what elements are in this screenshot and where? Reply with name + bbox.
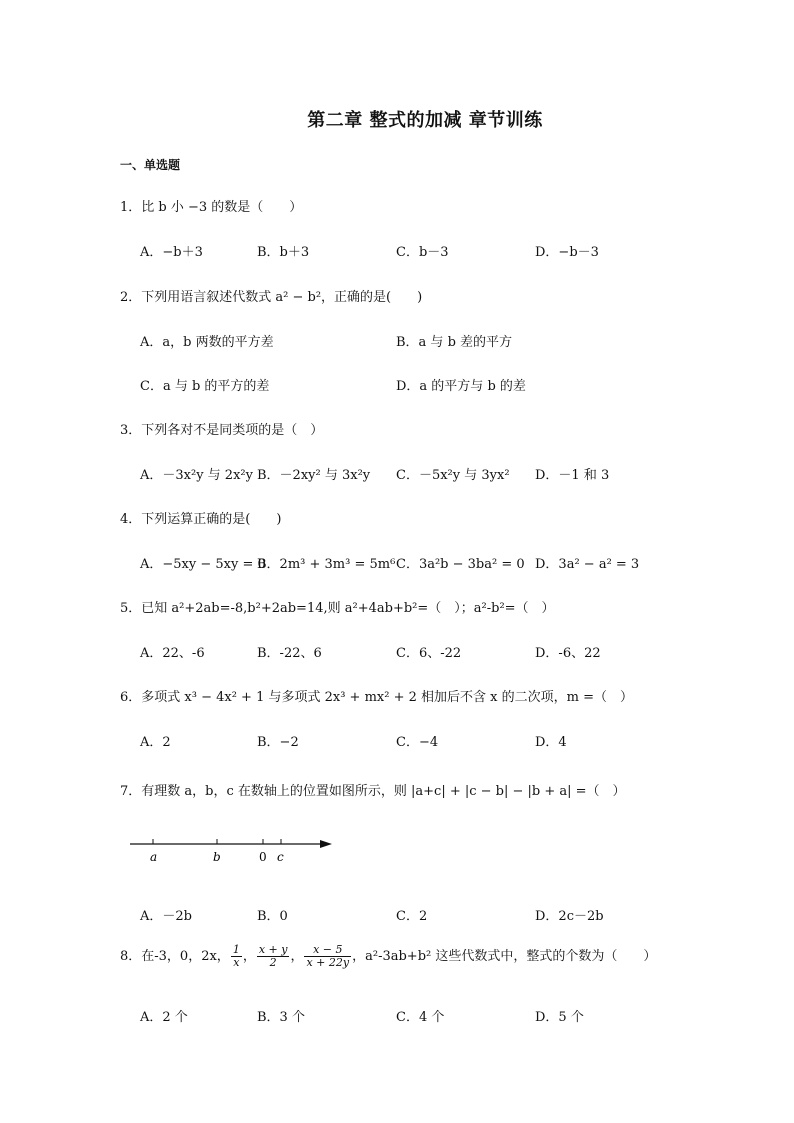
question-5-stem: 5．已知 a²+2ab=-8,b²+2ab=14,则 a²+4ab+b²=（ ）；a²-b²=（ ）	[120, 601, 555, 616]
fraction-x-plus-y-over-2	[257, 944, 290, 969]
q4-option-d[interactable]: D．3a² − a² = 3	[535, 557, 640, 572]
q8-stem-suffix: ，a²-3ab+b² 这些代数式中，整式的个数为（ ）	[352, 949, 657, 965]
q8-separator-2: ，	[290, 949, 304, 965]
q5-option-a[interactable]: A．22、-6	[140, 646, 205, 661]
q5-option-c[interactable]: C．6、-22	[396, 646, 462, 661]
q3-option-d[interactable]: D．－1 和 3	[535, 468, 610, 483]
question-6-stem: 6．多项式 x³ − 4x² + 1 与多项式 2x³ + mx² + 2 相加后不含 x 的二次项，m =（ ）	[120, 690, 633, 705]
label-a: a	[150, 850, 158, 864]
q4-option-a[interactable]: A．−5xy − 5xy = 0	[140, 557, 266, 572]
q8-option-d[interactable]: D．5 个	[535, 1010, 584, 1025]
q2-option-d[interactable]: D．a 的平方与 b 的差	[396, 379, 526, 394]
fraction-1-numerator: 1	[232, 943, 240, 956]
q4-option-b[interactable]: B．2m³ + 3m³ = 5m⁶	[257, 557, 396, 572]
label-0: 0	[259, 850, 267, 864]
q2-option-c[interactable]: C．a 与 b 的平方的差	[140, 379, 270, 394]
q8-option-c[interactable]: C．4 个	[396, 1010, 445, 1025]
q2-option-a[interactable]: A．a，b 两数的平方差	[140, 335, 274, 350]
q8-stem-prefix: 8．在-3，0，2x，	[120, 949, 230, 965]
q8-separator-1: ，	[242, 949, 256, 965]
q5-option-d[interactable]: D．-6、22	[535, 646, 601, 661]
question-4-stem: 4．下列运算正确的是( )	[120, 512, 282, 527]
question-7-stem: 7．有理数 a，b，c 在数轴上的位置如图所示，则 |a+c| + |c − b| − |b + a| =（ ）	[120, 784, 626, 799]
q5-option-b[interactable]: B．-22、6	[257, 646, 322, 661]
question-3-stem: 3．下列各对不是同类项的是（ ）	[120, 423, 324, 438]
fraction-3-numerator: x − 5	[304, 944, 351, 957]
q7-option-d[interactable]: D．2c－2b	[535, 909, 604, 924]
q6-option-a[interactable]: A．2	[140, 735, 171, 750]
number-line-figure	[128, 832, 338, 868]
q2-option-b[interactable]: B．a 与 b 差的平方	[396, 335, 513, 350]
question-1-stem: 1．比 b 小 −3 的数是（ ）	[120, 200, 303, 215]
q1-option-b[interactable]: B．b＋3	[257, 245, 310, 260]
label-b: b	[213, 850, 221, 864]
q7-option-b[interactable]: B．0	[257, 909, 288, 924]
fraction-x-minus-5-over-x-plus-22y	[304, 944, 351, 969]
question-8-stem	[120, 944, 656, 969]
q4-option-c[interactable]: C．3a²b − 3ba² = 0	[396, 557, 525, 572]
q3-option-c[interactable]: C．－5x²y 与 3yx²	[396, 468, 510, 483]
q7-option-c[interactable]: C．2	[396, 909, 428, 924]
q6-option-c[interactable]: C．−4	[396, 735, 439, 750]
q1-option-d[interactable]: D．−b－3	[535, 245, 599, 260]
page-title: 第二章 整式的加减 章节训练	[307, 110, 543, 131]
section-heading: 一、单选题	[120, 158, 181, 172]
fraction-1-over-x	[231, 944, 242, 969]
q1-option-c[interactable]: C．b－3	[396, 245, 449, 260]
q7-option-a[interactable]: A．－2b	[140, 909, 192, 924]
label-c: c	[277, 850, 284, 864]
q6-option-d[interactable]: D．4	[535, 735, 567, 750]
fraction-3-denominator: x + 22y	[306, 956, 350, 970]
q3-option-a[interactable]: A．－3x²y 与 2x²y	[140, 468, 253, 483]
question-2-stem: 2．下列用语言叙述代数式 a² − b²，正确的是( )	[120, 290, 423, 305]
fraction-2-numerator: x + y	[258, 943, 288, 956]
q3-option-b[interactable]: B．－2xy² 与 3x²y	[257, 468, 371, 483]
fraction-2-denominator: 2	[269, 956, 277, 970]
q1-option-a[interactable]: A．−b＋3	[140, 245, 203, 260]
q8-option-b[interactable]: B．3 个	[257, 1010, 305, 1025]
number-line-arrow	[320, 840, 332, 848]
fraction-1-denominator: x	[233, 956, 240, 970]
q8-option-a[interactable]: A．2 个	[140, 1010, 188, 1025]
q6-option-b[interactable]: B．−2	[257, 735, 299, 750]
